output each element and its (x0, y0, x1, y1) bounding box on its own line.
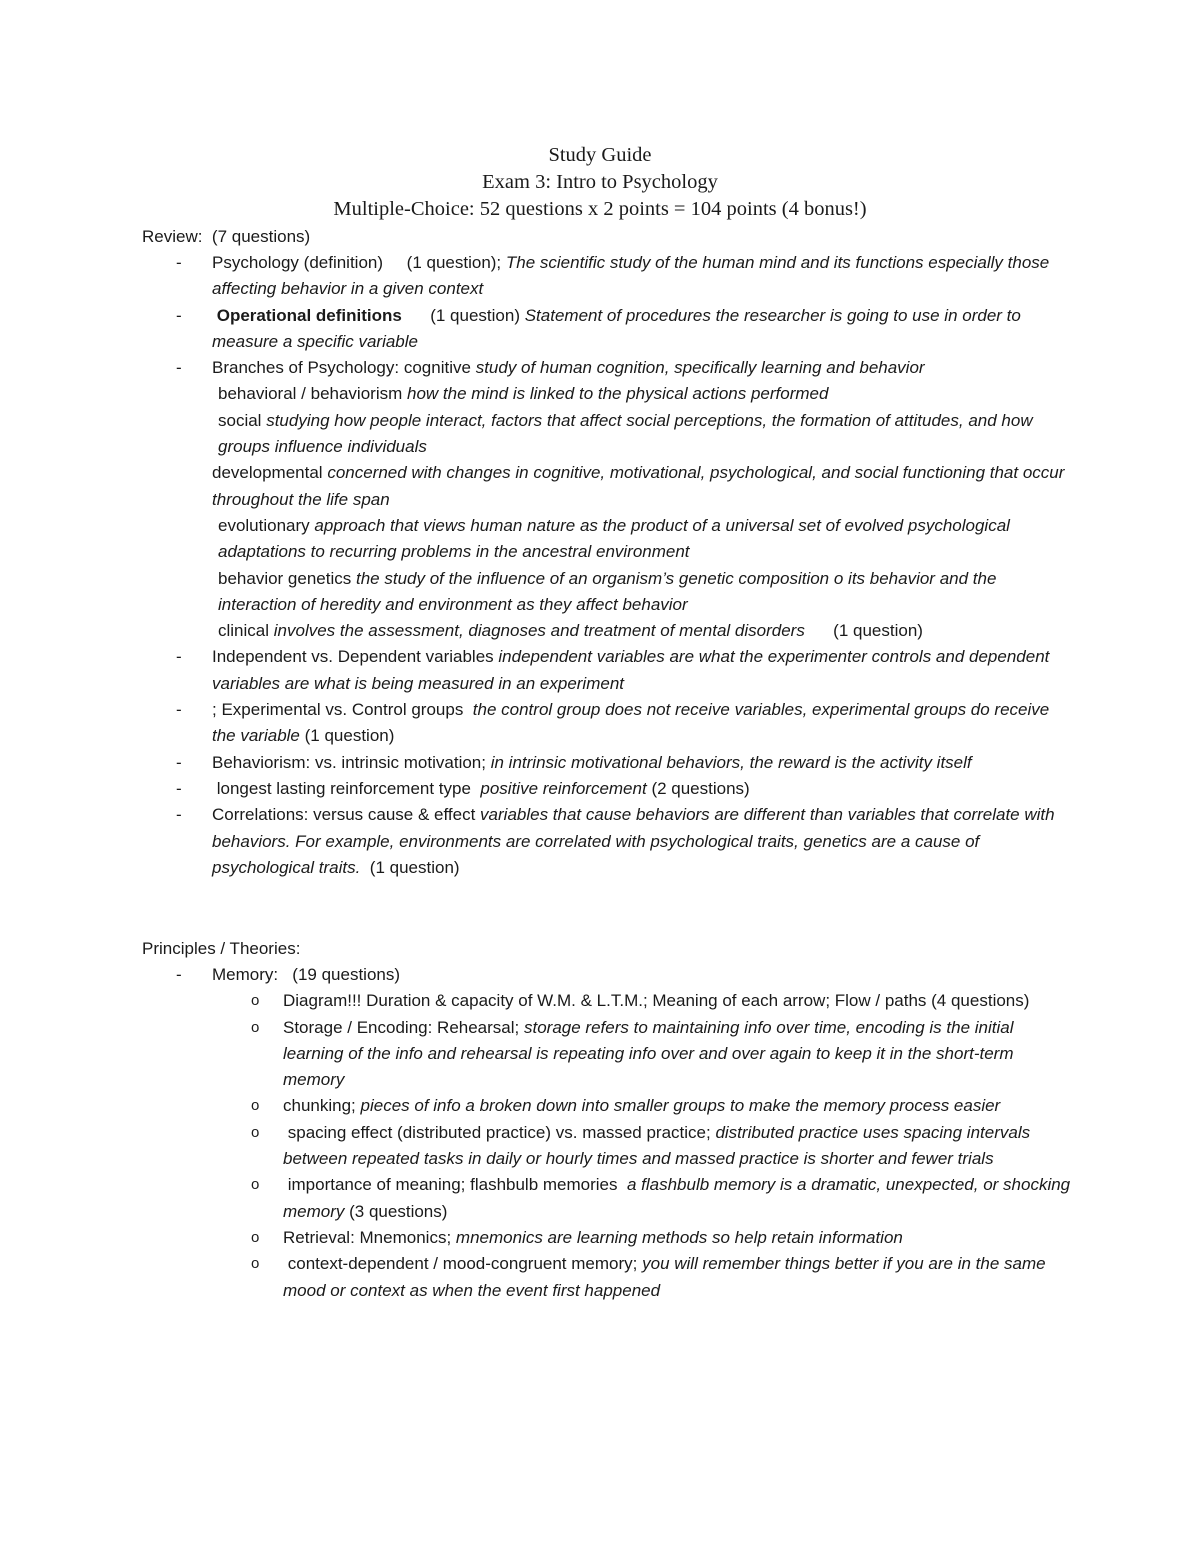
review-heading-label: Review: (142, 227, 203, 246)
review-list (0, 250, 1200, 881)
branch-developmental: developmental concerned with changes in cognitive, motivational, psychological, and social functioning that occur throughout the life span (212, 463, 1065, 509)
review-heading-count: (7 questions) (211, 227, 311, 246)
sub-list-item: o Storage / Encoding: Rehearsal; storage refers to maintaining info over time, encoding is the initial learning of the info and rehearsal is repeating info over and over again to keep it in the short-term memory (0, 1015, 1200, 1094)
bullet-marker: o (251, 1176, 260, 1194)
branch-behavioral: behavioral / behaviorism how the mind is linked to the physical actions performed (218, 384, 829, 404)
list-item: - Independent vs. Dependent variables independent variables are what the experimenter controls and dependent variables are what is being measured in an experiment (0, 644, 1200, 697)
list-item: - Behaviorism: vs. intrinsic motivation; in intrinsic motivational behaviors, the reward is the activity itself (0, 750, 1200, 776)
sub-list-item: o context-dependent / mood-congruent memory; you will remember things better if you are in the same mood or context as when the event first happened (0, 1251, 1200, 1304)
doc-title: Study Guide (548, 144, 652, 166)
list-item: - longest lasting reinforcement type positive reinforcement (2 questions) (0, 776, 1200, 802)
list-item: - Psychology (definition) (1 question); The scientific study of the human mind and its functions especially those affecting behavior in a given context (0, 250, 1200, 303)
doc-exam-format: Multiple-Choice: 52 questions x 2 points = 104 points (4 bonus!) (333, 198, 867, 220)
sub-list-item: o Retrieval: Mnemonics; mnemonics are learning methods so help retain information (0, 1225, 1200, 1251)
doc-exam-name: Exam 3: Intro to Psychology (482, 171, 718, 193)
principles-list (0, 962, 1200, 1304)
bullet-marker: o (251, 1255, 260, 1273)
dash-marker: - (176, 253, 182, 272)
bullet-marker: o (251, 1018, 260, 1036)
bullet-marker: o (251, 1123, 260, 1141)
dash-marker: - (176, 778, 182, 798)
dash-marker: - (176, 752, 182, 772)
list-item: - Correlations: versus cause & effect variables that cause behaviors are different than variables that correlate with behaviors. For example, environments are correlated with psychological traits, genetics are a cause of psychological traits. (1 question) (0, 802, 1200, 881)
document-header (0, 142, 1200, 223)
dash-marker: - (176, 700, 182, 720)
branch-social: social studying how people interact, factors that affect social perceptions, the formation of attitudes, and how groups influence individuals (218, 410, 1033, 457)
bullet-marker: o (251, 1097, 260, 1115)
list-item: - ; Experimental vs. Control groups the control group does not receive variables, experimental groups do receive the variable (1 question) (0, 697, 1200, 750)
dash-marker: - (176, 358, 182, 378)
list-item: - Operational definitions (1 question) Statement of procedures the researcher is going to use in order to measure a specific variable (0, 303, 1200, 356)
bullet-marker: o (251, 992, 260, 1010)
branch-behavior-genetics: behavior genetics the study of the influence of an organism’s genetic composition o its behavior and the interaction of heredity and environment as they affect behavior (218, 568, 997, 614)
dash-marker: - (176, 647, 182, 667)
review-heading (142, 224, 310, 250)
principles-heading: Principles / Theories: (142, 939, 301, 958)
dash-marker: - (176, 965, 182, 984)
branch-clinical: clinical involves the assessment, diagnoses and treatment of mental disorders (1 question) (218, 621, 923, 641)
branch-evolutionary: evolutionary approach that views human nature as the product of a universal set of evolved psychological adaptations to recurring problems in the ancestral environment (218, 515, 1010, 562)
list-item: - Memory: (19 questions) (0, 962, 1200, 988)
sub-list-item: o Diagram!!! Duration & capacity of W.M. & L.T.M.; Meaning of each arrow; Flow / paths (4 questions) (0, 988, 1200, 1014)
sub-list-item: o importance of meaning; flashbulb memories a flashbulb memory is a dramatic, unexpected, or shocking memory (3 questions) (0, 1172, 1200, 1225)
dash-marker: - (176, 305, 182, 325)
dash-marker: - (176, 805, 182, 825)
bullet-marker: o (251, 1228, 260, 1246)
list-item: - Branches of Psychology: cognitive study of human cognition, specifically learning and behavior (0, 355, 1200, 381)
sub-list-item: o chunking; pieces of info a broken down into smaller groups to make the memory process easier (0, 1093, 1200, 1119)
sub-list-item: o spacing effect (distributed practice) vs. massed practice; distributed practice uses spacing intervals between repeated tasks in daily or hourly times and massed practice is shorter and fewer trials (0, 1120, 1200, 1173)
